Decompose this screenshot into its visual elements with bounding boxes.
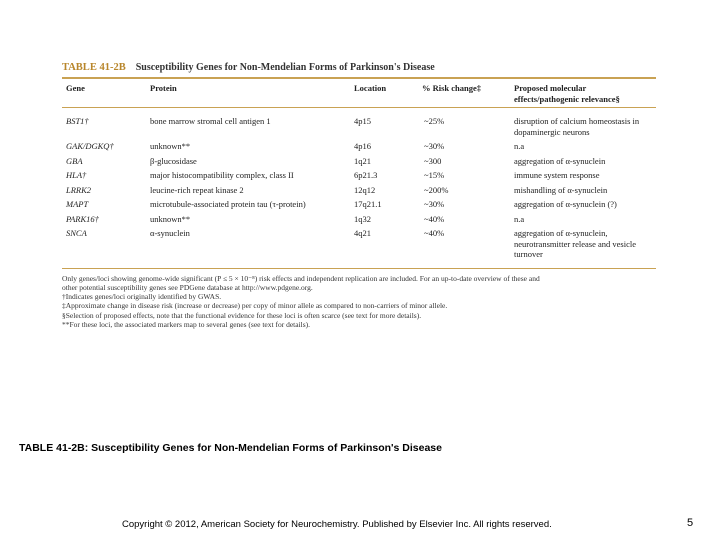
cell-protein: β-glucosidase (150, 155, 197, 166)
cell-protein: α-synuclein (150, 228, 190, 238)
cell-gene: PARK16† (66, 213, 99, 224)
cell-risk: ~15% (424, 170, 445, 180)
copyright-footer: Copyright © 2012, American Society for Neurochemistry. Published by Elsevier Inc. All rights reserved. (122, 519, 552, 530)
table-footnotes (62, 274, 656, 330)
table-label: TABLE 41-2B (62, 62, 126, 73)
page-number: 5 (687, 517, 694, 529)
table-row (62, 197, 656, 212)
table-row (62, 108, 656, 139)
cell-protein: unknown** (150, 213, 191, 224)
cell-location: 4p16 (354, 141, 371, 151)
cell-risk: ~40% (424, 213, 445, 224)
cell-location: 1q32 (354, 213, 371, 224)
cell-risk: ~40% (424, 228, 445, 238)
footnote: §Selection of proposed effects, note that the functional evidence for these loci is often scarce (see text for more details). (62, 310, 422, 320)
header-risk-change: % Risk change‡ (422, 83, 482, 93)
table-row (62, 226, 656, 262)
table-title-row (62, 62, 656, 73)
cell-location: 1q21 (354, 155, 371, 166)
footnote: **For these loci, the associated markers map to several genes (see text for details). (62, 319, 311, 329)
cell-risk: ~200% (424, 184, 449, 195)
bottom-rule (62, 268, 656, 269)
table-row (62, 212, 656, 227)
cell-effect: disruption of calcium homeostasis in dopaminergic neurons (514, 116, 640, 137)
genes-table (62, 79, 656, 262)
header-protein: Protein (150, 83, 177, 93)
table-header-row (62, 79, 656, 107)
header-gene: Gene (66, 83, 85, 93)
cell-gene: HLA† (66, 170, 87, 180)
cell-location: 6p21.3 (354, 170, 378, 180)
table-row (62, 168, 656, 183)
footnote: †Indicates genes/loci originally identified by GWAS. (62, 292, 222, 302)
cell-gene: GBA (66, 155, 83, 166)
cell-risk: ~25% (424, 116, 445, 126)
cell-location: 12q12 (354, 184, 376, 195)
cell-gene: SNCA (66, 228, 87, 238)
cell-location: 4p15 (354, 116, 371, 126)
cell-effect: n.a (514, 213, 525, 224)
cell-risk: ~300 (424, 155, 442, 166)
cell-gene: GAK/DGKQ† (66, 141, 114, 151)
cell-risk: ~30% (424, 199, 445, 209)
cell-protein: leucine-rich repeat kinase 2 (150, 184, 244, 195)
cell-effect: aggregation of α-synuclein (514, 155, 606, 166)
cell-protein: bone marrow stromal cell antigen 1 (150, 116, 271, 126)
header-proposed-effects: Proposed molecular effects/pathogenic relevance§ (514, 83, 620, 104)
cell-gene: BST1† (66, 116, 89, 126)
footnote: other potential susceptibility genes see PDGene database at http://www.pdgene.org. (62, 282, 313, 292)
cell-protein: major histocompatibility complex, class II (150, 170, 294, 180)
footnote: Only genes/loci showing genome-wide significant (P ≤ 5 × 10⁻⁸) risk effects and independent replication are included. For an up-to-date overview of these and (62, 273, 540, 283)
header-location: Location (354, 83, 387, 93)
cell-effect: immune system response (514, 170, 600, 180)
cell-gene: MAPT (66, 199, 89, 209)
cell-effect: aggregation of α-synuclein, neurotransmitter release and vesicle turnover (514, 228, 637, 259)
table-row (62, 139, 656, 154)
footnote: ‡Approximate change in disease risk (increase or decrease) per copy of minor allele as compared to non-carriers of minor allele. (62, 301, 448, 311)
cell-risk: ~30% (424, 141, 445, 151)
table-row (62, 183, 656, 198)
cell-location: 4q21 (354, 228, 371, 238)
cell-effect: aggregation of α-synuclein (?) (514, 199, 617, 209)
susceptibility-table-figure (62, 62, 656, 329)
cell-effect: n.a (514, 141, 525, 151)
cell-gene: LRRK2 (66, 184, 92, 195)
cell-protein: microtubule-associated protein tau (τ-protein) (150, 199, 306, 209)
cell-protein: unknown** (150, 141, 191, 151)
table-title: Susceptibility Genes for Non-Mendelian Forms of Parkinson's Disease (135, 62, 435, 73)
slide-caption: TABLE 41-2B: Susceptibility Genes for Non-Mendelian Forms of Parkinson's Disease (19, 442, 442, 454)
cell-effect: mishandling of α-synuclein (514, 184, 608, 195)
table-row (62, 154, 656, 169)
cell-location: 17q21.1 (354, 199, 382, 209)
